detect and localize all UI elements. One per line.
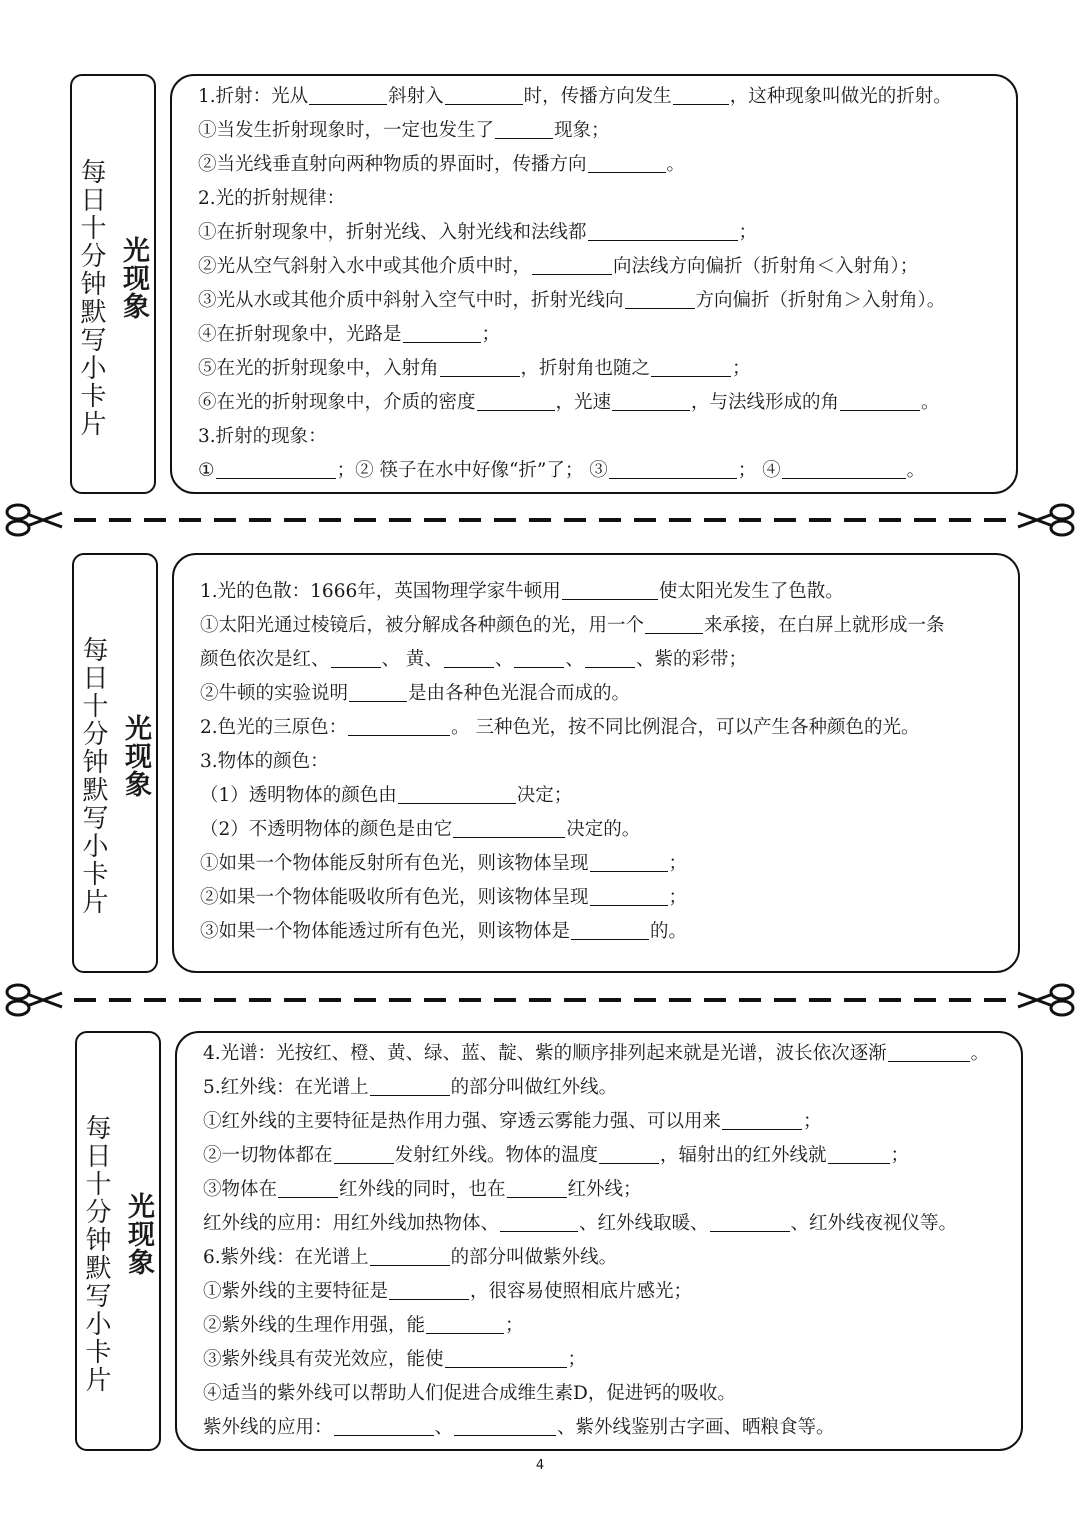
text-segment: 、紫外线鉴别古字画、晒粮食等。: [557, 1417, 835, 1438]
text-line: [198, 420, 952, 454]
text-segment: ③紫外线具有荧光效应，能使: [203, 1349, 444, 1370]
text-segment: ②牛顿的实验说明: [200, 683, 349, 704]
text-segment: ；: [481, 324, 501, 345]
text-segment: 向法线方向偏折（折射角＜入射角）；: [613, 256, 919, 277]
text-segment: 。: [970, 1043, 990, 1064]
text-line: [198, 386, 952, 420]
fill-blank[interactable]: [309, 82, 387, 105]
text-line: [203, 1037, 989, 1071]
card-vertical-title: 每日十分钟默写小卡片: [78, 636, 108, 916]
text-line: [198, 114, 952, 148]
text-segment: ⑤在光的折射现象中，入射角: [198, 358, 439, 379]
scissors-icon: [1018, 505, 1073, 535]
fill-blank[interactable]: [349, 679, 407, 702]
fill-blank[interactable]: [710, 1209, 790, 1232]
fill-blank[interactable]: [514, 645, 564, 668]
text-segment: 。: [906, 460, 926, 481]
text-segment: 决定；: [516, 785, 573, 806]
text-segment: 、 黄、: [381, 649, 443, 670]
fill-blank[interactable]: [590, 849, 668, 872]
text-segment: 红外线；: [567, 1179, 642, 1200]
text-segment: 3.折射的现象：: [198, 426, 327, 447]
fill-blank[interactable]: [782, 456, 906, 479]
text-segment: 、红外线夜视仪等。: [790, 1213, 958, 1234]
text-segment: ；: [567, 1349, 587, 1370]
text-line: [198, 80, 952, 114]
text-segment: 3.物体的颜色：: [200, 751, 329, 772]
text-segment: （1）透明物体的颜色由: [200, 785, 397, 806]
text-segment: ①: [198, 460, 215, 481]
text-segment: 的部分叫做紫外线。: [450, 1247, 618, 1268]
text-segment: ，辐射出的红外线就: [660, 1145, 827, 1166]
text-segment: ①当发生折射现象时，一定也发生了: [198, 120, 495, 141]
fill-blank[interactable]: [426, 1311, 504, 1334]
text-line: [200, 711, 945, 745]
text-line: [203, 1411, 989, 1445]
text-segment: 1.折射：光从: [198, 86, 309, 107]
fill-blank[interactable]: [216, 456, 336, 479]
text-line: [200, 575, 945, 609]
text-segment: ②紫外线的生理作用强，能: [203, 1315, 426, 1336]
text-segment: （2）不透明物体的颜色是由它: [200, 819, 453, 840]
text-segment: ，这种现象叫做光的折射。: [729, 86, 952, 107]
card-3-content: [203, 1037, 989, 1445]
fill-blank[interactable]: [370, 1073, 450, 1096]
scissors-icon: [7, 985, 62, 1015]
text-segment: ，很容易使照相底片感光；: [470, 1281, 693, 1302]
fill-blank[interactable]: [625, 286, 695, 309]
text-segment: ；② 筷子在水中好像“折”了； ③: [336, 460, 608, 481]
card-2-content: [200, 575, 945, 949]
text-line: [203, 1309, 989, 1343]
text-segment: 红外线的同时，也在: [339, 1179, 506, 1200]
text-line: [198, 318, 952, 352]
fill-blank[interactable]: [588, 218, 738, 241]
card-1-content: [198, 80, 952, 488]
text-segment: 斜射入: [388, 86, 444, 107]
card-vertical-subtitle: 光现象: [123, 1192, 154, 1276]
fill-blank[interactable]: [588, 150, 666, 173]
text-segment: ；: [505, 1315, 524, 1336]
fill-blank[interactable]: [334, 1413, 434, 1436]
text-segment: ③光从水或其他介质中斜射入空气中时，折射光线向: [198, 290, 624, 311]
text-segment: 发射红外线。物体的温度: [394, 1145, 599, 1166]
text-segment: 红外线的应用：用红外线加热物体、: [203, 1213, 500, 1234]
fill-blank[interactable]: [389, 1277, 469, 1300]
text-line: [200, 813, 945, 847]
text-segment: 5.红外线：在光谱上: [203, 1077, 369, 1098]
text-line: [200, 779, 945, 813]
cut-line: [0, 500, 1080, 540]
text-segment: ②如果一个物体能吸收所有色光，则该物体呈现: [200, 887, 589, 908]
text-segment: 。: [666, 154, 686, 175]
text-segment: 2.色光的三原色：: [200, 717, 348, 738]
text-line: [198, 454, 952, 488]
text-line: [200, 609, 945, 643]
text-segment: 紫外线的应用：: [203, 1417, 333, 1438]
text-segment: 的部分叫做红外线。: [450, 1077, 618, 1098]
cut-line: [0, 980, 1080, 1020]
text-segment: ②当光线垂直射向两种物质的界面时，传播方向: [198, 154, 587, 175]
text-segment: 来承接，在白屏上就形成一条: [704, 615, 945, 636]
fill-blank[interactable]: [445, 1345, 567, 1368]
fill-blank[interactable]: [590, 883, 668, 906]
text-segment: ①太阳光通过棱镜后，被分解成各种颜色的光，用一个: [200, 615, 645, 636]
fill-blank[interactable]: [645, 611, 703, 634]
text-line: [198, 250, 952, 284]
fill-blank[interactable]: [500, 1209, 578, 1232]
fill-blank[interactable]: [348, 713, 450, 736]
text-segment: ②一切物体都在: [203, 1145, 333, 1166]
fill-blank[interactable]: [651, 354, 731, 377]
text-line: [203, 1207, 989, 1241]
text-segment: ，光速: [555, 392, 612, 413]
fill-blank[interactable]: [571, 917, 649, 940]
fill-blank[interactable]: [445, 82, 523, 105]
fill-blank[interactable]: [828, 1141, 890, 1164]
text-segment: 4.光谱：光按红、橙、黄、绿、蓝、靛、紫的顺序排列起来就是光谱，波长依次逐渐: [203, 1043, 887, 1064]
text-segment: 的。: [650, 921, 688, 942]
text-segment: ④在折射现象中，光路是: [198, 324, 402, 345]
fill-blank[interactable]: [673, 82, 729, 105]
card-vertical-title: 每日十分钟默写小卡片: [81, 1114, 111, 1394]
text-segment: 、紫的彩带；: [635, 649, 747, 670]
fill-blank[interactable]: [477, 388, 555, 411]
text-segment: ①如果一个物体能反射所有色光，则该物体呈现: [200, 853, 589, 874]
fill-blank[interactable]: [440, 354, 520, 377]
fill-blank[interactable]: [454, 1413, 556, 1436]
fill-blank[interactable]: [334, 1141, 394, 1164]
text-segment: 使太阳光发生了色散。: [658, 581, 844, 602]
text-segment: ； ④: [737, 460, 781, 481]
fill-blank[interactable]: [453, 815, 565, 838]
text-line: [198, 216, 952, 250]
text-segment: ，折射角也随之: [520, 358, 651, 379]
scissors-icon: [1018, 985, 1073, 1015]
text-segment: ②光从空气斜射入水中或其他介质中时，: [198, 256, 532, 277]
text-line: [200, 847, 945, 881]
fill-blank[interactable]: [609, 456, 737, 479]
text-segment: 颜色依次是红、: [200, 649, 330, 670]
text-segment: ⑥在光的折射现象中，介质的密度: [198, 392, 476, 413]
text-segment: 时，传播方向发生: [523, 86, 672, 107]
fill-blank[interactable]: [495, 116, 553, 139]
text-segment: 。: [921, 392, 940, 413]
fill-blank[interactable]: [444, 645, 494, 668]
text-segment: ；: [732, 358, 751, 379]
text-line: [203, 1071, 989, 1105]
text-line: [200, 745, 945, 779]
fill-blank[interactable]: [722, 1107, 802, 1130]
text-segment: 、红外线取暖、: [579, 1213, 709, 1234]
text-segment: ；: [890, 1145, 910, 1166]
scissors-icon: [7, 505, 62, 535]
text-segment: 方向偏折（折射角＞入射角）。: [695, 290, 946, 311]
text-segment: ④适当的紫外线可以帮助人们促进合成维生素D，促进钙的吸收。: [203, 1383, 736, 1404]
page-number: 4: [535, 1458, 545, 1473]
text-line: [200, 677, 945, 711]
fill-blank[interactable]: [403, 320, 481, 343]
text-segment: 现象；: [554, 120, 610, 141]
fill-blank[interactable]: [612, 388, 690, 411]
text-segment: 2.光的折射规律：: [198, 188, 346, 209]
fill-blank[interactable]: [532, 252, 612, 275]
text-line: [203, 1377, 989, 1411]
text-segment: 决定的。: [566, 819, 641, 840]
fill-blank[interactable]: [507, 1175, 567, 1198]
text-segment: ；: [668, 887, 688, 908]
text-line: [198, 284, 952, 318]
text-segment: 、: [494, 649, 514, 670]
text-segment: 6.紫外线：在光谱上: [203, 1247, 369, 1268]
text-line: [203, 1275, 989, 1309]
text-segment: ③如果一个物体能透过所有色光，则该物体是: [200, 921, 571, 942]
fill-blank[interactable]: [599, 1141, 659, 1164]
text-segment: 是由各种色光混合而成的。: [408, 683, 631, 704]
text-line: [198, 148, 952, 182]
fill-blank[interactable]: [370, 1243, 450, 1266]
fill-blank[interactable]: [398, 781, 516, 804]
text-segment: ①红外线的主要特征是热作用力强、穿透云雾能力强、可以用来: [203, 1111, 722, 1132]
fill-blank[interactable]: [888, 1039, 970, 1062]
fill-blank[interactable]: [278, 1175, 338, 1198]
text-segment: ；: [738, 222, 758, 243]
card-vertical-subtitle: 光现象: [118, 236, 149, 320]
fill-blank[interactable]: [585, 645, 635, 668]
text-line: [203, 1173, 989, 1207]
text-segment: 。 三种色光，按不同比例混合，可以产生各种颜色的光。: [451, 717, 920, 738]
text-line: [203, 1105, 989, 1139]
text-line: [200, 881, 945, 915]
text-segment: 、: [565, 649, 584, 670]
card-vertical-title: 每日十分钟默写小卡片: [76, 158, 106, 438]
fill-blank[interactable]: [562, 577, 658, 600]
text-segment: ①紫外线的主要特征是: [203, 1281, 389, 1302]
text-segment: 、: [434, 1417, 454, 1438]
fill-blank[interactable]: [840, 388, 920, 411]
text-line: [200, 643, 945, 677]
text-segment: ；: [668, 853, 688, 874]
text-line: [203, 1343, 989, 1377]
card-vertical-subtitle: 光现象: [120, 714, 151, 798]
text-segment: 1.光的色散：1666年，英国物理学家牛顿用: [200, 581, 561, 602]
text-segment: ；: [803, 1111, 822, 1132]
text-segment: ，与法线形成的角: [691, 392, 840, 413]
text-segment: ③物体在: [203, 1179, 278, 1200]
text-line: [200, 915, 945, 949]
text-line: [203, 1241, 989, 1275]
text-line: [198, 182, 952, 216]
text-line: [198, 352, 952, 386]
text-segment: ①在折射现象中，折射光线、入射光线和法线都: [198, 222, 587, 243]
text-line: [203, 1139, 989, 1173]
fill-blank[interactable]: [331, 645, 381, 668]
